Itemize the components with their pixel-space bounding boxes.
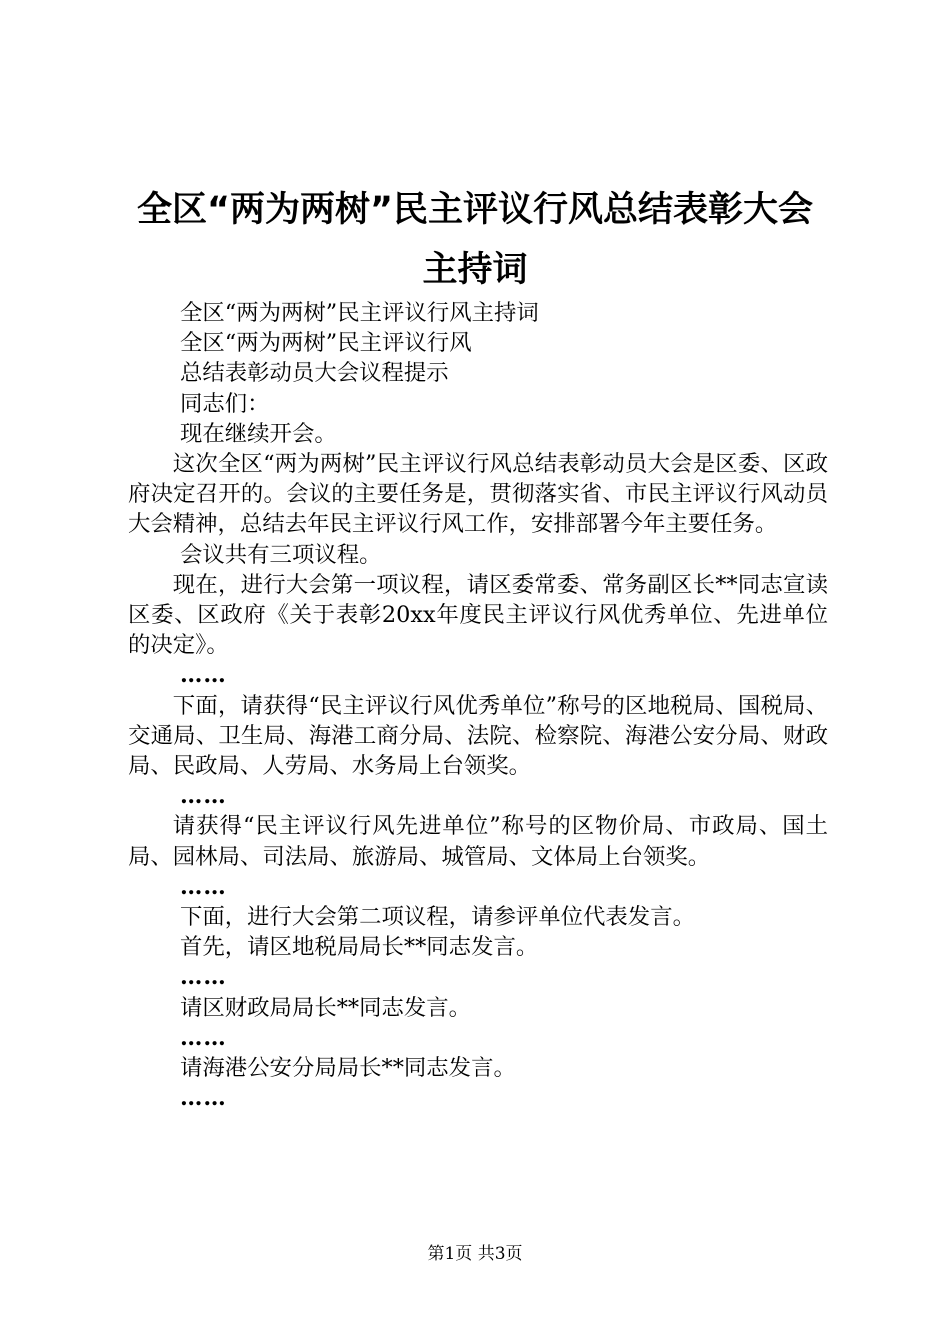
body-line-2: 全区“两为两树”民主评议行风: [180, 330, 472, 357]
body-paragraph-3: 下面，请获得“民主评议行风优秀单位”称号的区地税局、国税局、交通局、卫生局、海港工商分局、法院、检察院、海港公安分局、财政局、民政局、人劳局、水务局上台领奖。: [128, 692, 828, 780]
ellipsis-1: ……: [180, 662, 227, 689]
document-title-line-2: 主持词: [422, 250, 528, 290]
body-paragraph-2: 现在，进行大会第一项议程，请区委常委、常务副区长**同志宣读区委、区政府《关于表彰20xx年度民主评议行风优秀单位、先进单位的决定》。: [128, 571, 828, 659]
body-line-8: 首先，请区地税局局长**同志发言。: [180, 934, 539, 961]
body-line-5: 现在继续开会。: [180, 420, 337, 447]
body-line-6: 会议共有三项议程。: [180, 541, 382, 568]
document-title-line-1: 全区“两为两树”民主评议行风总结表彰大会: [136, 190, 813, 230]
ellipsis-3: ……: [180, 873, 227, 900]
ellipsis-2: ……: [180, 783, 227, 810]
body-line-10: 请海港公安分局局长**同志发言。: [180, 1055, 516, 1082]
ellipsis-5: ……: [180, 1024, 227, 1051]
body-paragraph-1: 这次全区“两为两树”民主评议行风总结表彰动员大会是区委、区政府决定召开的。会议的主要任务是，贯彻落实省、市民主评议行风动员大会精神，总结去年民主评议行风工作，安排部署今年主要任务。: [128, 451, 828, 538]
ellipsis-6: ……: [180, 1085, 227, 1112]
body-line-4: 同志们：: [180, 390, 270, 417]
ellipsis-4: ……: [180, 964, 227, 991]
document-body: [128, 298, 828, 1113]
body-paragraph-4: 请获得“民主评议行风先进单位”称号的区物价局、市政局、国土局、园林局、司法局、旅游局、城管局、文体局上台领奖。: [128, 813, 828, 870]
body-line-3: 总结表彰动员大会议程提示: [180, 360, 449, 387]
body-line-7: 下面，进行大会第二项议程，请参评单位代表发言。: [180, 904, 695, 931]
body-line-1: 全区“两为两树”民主评议行风主持词: [180, 300, 539, 326]
page-footer: 第1页 共3页: [427, 1244, 523, 1264]
body-line-9: 请区财政局局长**同志发言。: [180, 994, 472, 1021]
